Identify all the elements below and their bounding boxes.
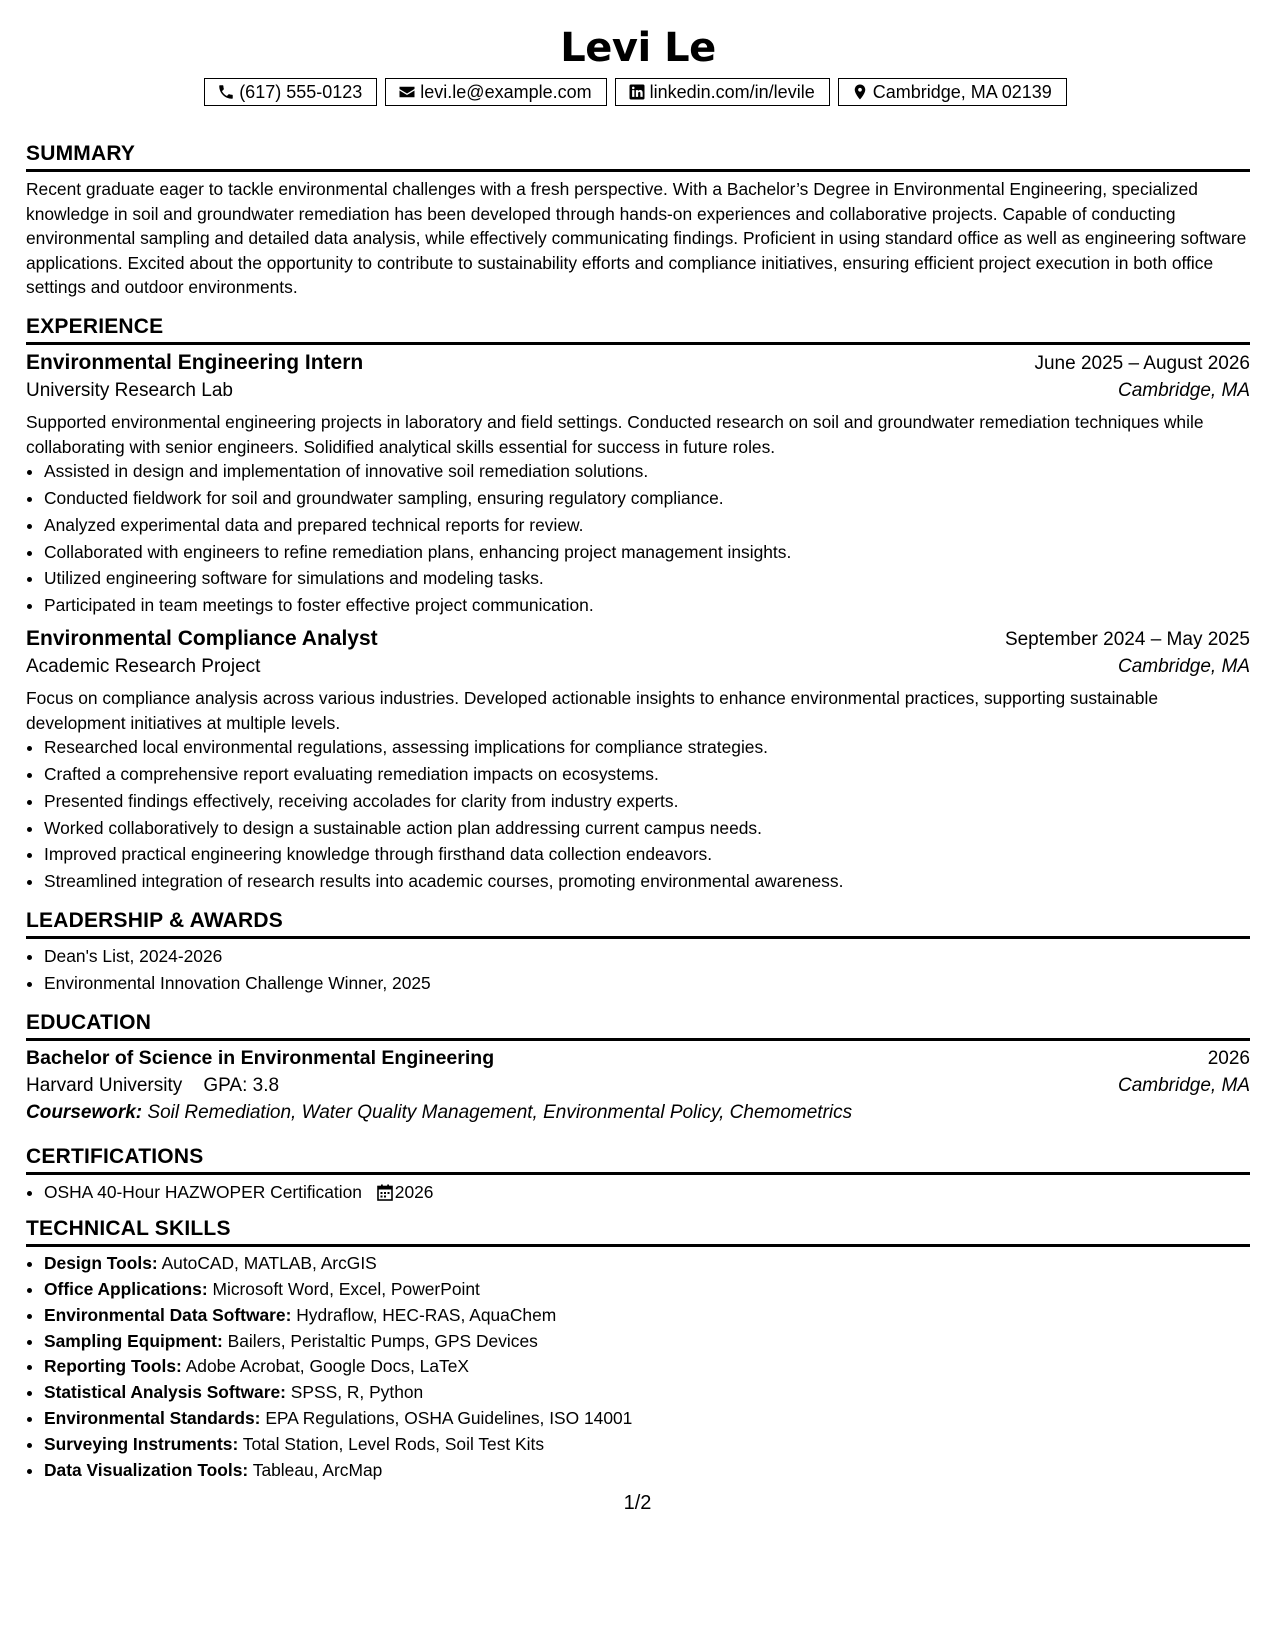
job-organization: Academic Research Project	[26, 655, 261, 677]
location-text: Cambridge, MA 02139	[872, 81, 1052, 102]
section-title: EXPERIENCE	[26, 315, 1250, 345]
skill-value: AutoCAD, MATLAB, ArcGIS	[161, 1253, 377, 1274]
list-item	[44, 1251, 1250, 1277]
coursework-list: Soil Remediation, Water Quality Management, Environmental Policy, Chemometrics	[147, 1101, 853, 1123]
list-item: • Participated in team meetings to foster effective project communication.	[44, 592, 1250, 619]
job-organization: University Research Lab	[26, 379, 233, 401]
list-item	[44, 1277, 1250, 1303]
summary-text: Recent graduate eager to tackle environmental challenges with a fresh perspective. With a Bachelor’s Degree in Environmental Engineering, specialized knowledge in soil and groundwater remediation has been developed through hands-on experiences and collaborative projects. Capable of conducting environmental sampling and detailed data analysis, while effectively communicating findings. Proficient in using standard office as well as engineering software applications. Excited about the opportunity to contribute to sustainability efforts and compliance initiatives, ensuring efficient project execution in both office settings and outdoor environments.	[26, 179, 1247, 298]
candidate-name: Levi Le	[560, 25, 716, 71]
skill-label: Sampling Equipment:	[44, 1330, 223, 1351]
list-item: • Crafted a comprehensive report evaluating remediation impacts on ecosystems.	[44, 761, 1250, 788]
skill-value: Tableau, ArcMap	[252, 1459, 383, 1480]
certification-date: 2026	[394, 1181, 434, 1202]
skill-value: Bailers, Peristaltic Pumps, GPS Devices	[227, 1330, 538, 1351]
location-contact	[838, 78, 1067, 106]
job-bullets	[26, 458, 1250, 619]
job-dates: June 2025 – August 2026	[1034, 352, 1250, 374]
section-title: CERTIFICATIONS	[26, 1145, 1250, 1175]
map-pin-icon	[851, 83, 869, 101]
section-title: LEADERSHIP & AWARDS	[26, 909, 1250, 939]
job-subheader	[26, 656, 1250, 678]
skill-label: Surveying Instruments:	[44, 1433, 239, 1454]
list-item: • Improved practical engineering knowledge through firsthand data collection endeavors.	[44, 841, 1250, 868]
skill-label: Design Tools:	[44, 1253, 158, 1274]
job-title: Environmental Engineering Intern	[26, 350, 364, 374]
job-location: Cambridge, MA	[1118, 379, 1250, 401]
list-item	[44, 1458, 1250, 1484]
certification-name: OSHA 40-Hour HAZWOPER Certification	[44, 1181, 362, 1202]
skill-value: SPSS, R, Python	[290, 1382, 424, 1403]
list-item: • Dean's List, 2024-2026	[44, 943, 1250, 970]
section-title: TECHNICAL SKILLS	[26, 1217, 1250, 1247]
email-contact[interactable]	[385, 78, 606, 106]
list-item: • Presented findings effectively, receiving accolades for clarity from industry experts.	[44, 788, 1250, 815]
awards-list	[26, 943, 1250, 997]
skill-label: Environmental Data Software:	[44, 1304, 292, 1325]
school-name: Harvard University	[26, 1074, 183, 1096]
email-text: levi.le@example.com	[420, 81, 592, 102]
list-item: • Utilized engineering software for simulations and modeling tasks.	[44, 565, 1250, 592]
coursework-label: Coursework:	[26, 1101, 143, 1123]
job-description: Focus on compliance analysis across various industries. Developed actionable insights to enhance environmental practices, supporting sustainable development initiatives at multiple levels.	[26, 687, 1158, 733]
skills-list	[26, 1251, 1250, 1483]
list-item: • Collaborated with engineers to refine remediation plans, enhancing project management insights.	[44, 539, 1250, 566]
job-title: Environmental Compliance Analyst	[26, 626, 378, 650]
calendar-icon	[377, 1184, 393, 1201]
phone-icon	[217, 83, 235, 101]
certifications-section	[26, 1145, 1250, 1206]
job-header	[26, 351, 1250, 375]
education-header	[26, 1047, 1250, 1070]
job-entry	[26, 351, 1250, 619]
degree-title: Bachelor of Science in Environmental Engineering	[26, 1046, 495, 1069]
coursework-line	[26, 1102, 1250, 1124]
contact-bar	[21, 78, 1250, 106]
skill-value: Adobe Acrobat, Google Docs, LaTeX	[185, 1356, 469, 1377]
resume-page	[26, 22, 1250, 1483]
job-bullets	[26, 734, 1250, 895]
envelope-icon	[398, 83, 416, 101]
skill-label: Environmental Standards:	[44, 1408, 261, 1429]
list-item: • Streamlined integration of research results into academic courses, promoting environmental awareness.	[44, 868, 1250, 895]
school-location: Cambridge, MA	[1118, 1074, 1250, 1096]
job-header	[26, 627, 1250, 651]
skill-label: Data Visualization Tools:	[44, 1459, 249, 1480]
list-item	[44, 1354, 1250, 1380]
list-item	[44, 1179, 1250, 1206]
list-item	[44, 1329, 1250, 1355]
skills-section	[26, 1217, 1250, 1483]
linkedin-text: linkedin.com/in/levile	[649, 81, 815, 102]
list-item: • Environmental Innovation Challenge Winner, 2025	[44, 970, 1250, 997]
phone-text: (617) 555-0123	[239, 81, 363, 102]
graduation-year: 2026	[1207, 1047, 1250, 1069]
skill-value: EPA Regulations, OSHA Guidelines, ISO 14001	[265, 1408, 633, 1429]
list-item	[44, 1380, 1250, 1406]
job-dates: September 2024 – May 2025	[1004, 628, 1250, 650]
linkedin-contact[interactable]	[615, 78, 830, 106]
linkedin-icon	[628, 83, 646, 101]
list-item: • Assisted in design and implementation of innovative soil remediation solutions.	[44, 458, 1250, 485]
skill-value: Total Station, Level Rods, Soil Test Kits	[242, 1433, 545, 1454]
list-item	[44, 1303, 1250, 1329]
phone-contact[interactable]	[204, 78, 377, 106]
list-item: • Worked collaboratively to design a sustainable action plan addressing current campus needs.	[44, 815, 1250, 842]
job-subheader	[26, 380, 1250, 402]
list-item: • Researched local environmental regulations, assessing implications for compliance strategies.	[44, 734, 1250, 761]
skill-label: Office Applications:	[44, 1279, 208, 1300]
education-subheader	[26, 1075, 1250, 1097]
job-description: Supported environmental engineering projects in laboratory and field settings. Conducted research on soil and groundwater remediation techniques while collaborating with senior engineers. Solidified analytical skills essential for success in future roles.	[26, 411, 1204, 457]
job-location: Cambridge, MA	[1118, 655, 1250, 677]
skill-value: Microsoft Word, Excel, PowerPoint	[212, 1279, 480, 1300]
list-item: • Conducted fieldwork for soil and groundwater sampling, ensuring regulatory compliance.	[44, 485, 1250, 512]
section-title: SUMMARY	[26, 142, 1250, 172]
skill-value: Hydraflow, HEC-RAS, AquaChem	[296, 1304, 557, 1325]
section-title: EDUCATION	[26, 1011, 1250, 1041]
summary-section	[26, 142, 1250, 300]
list-item	[44, 1432, 1250, 1458]
list-item	[44, 1406, 1250, 1432]
skill-label: Statistical Analysis Software:	[44, 1382, 286, 1403]
experience-section	[26, 315, 1250, 895]
certifications-list	[26, 1179, 1250, 1206]
gpa: GPA: 3.8	[203, 1074, 280, 1096]
leadership-section	[26, 909, 1250, 997]
education-section	[26, 1011, 1250, 1124]
page-number: 1/2	[623, 1492, 652, 1514]
school-line	[26, 1075, 279, 1097]
job-entry	[26, 627, 1250, 895]
skill-label: Reporting Tools:	[44, 1356, 182, 1377]
list-item: • Analyzed experimental data and prepared technical reports for review.	[44, 512, 1250, 539]
